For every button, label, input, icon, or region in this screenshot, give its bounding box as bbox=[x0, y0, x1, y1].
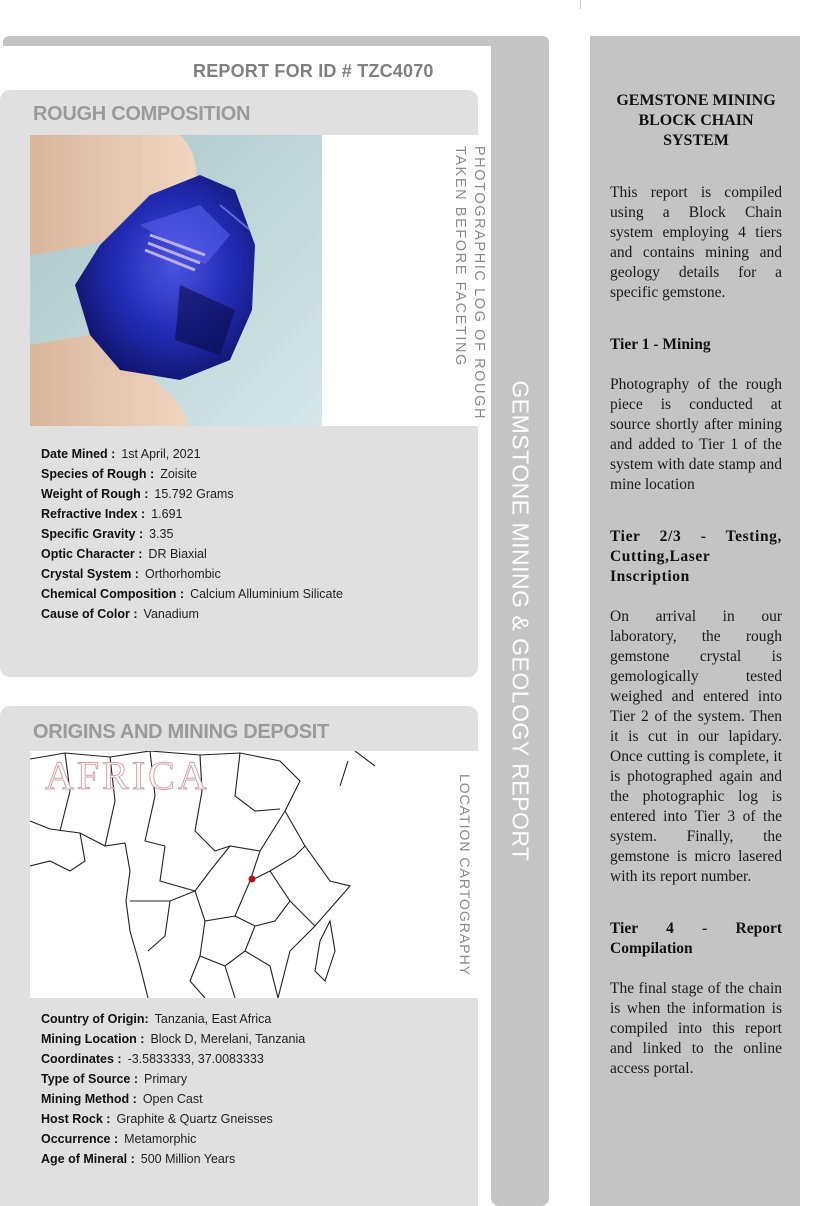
origins-title: ORIGINS AND MINING DEPOSIT bbox=[33, 721, 329, 743]
spec-value: Primary bbox=[144, 1072, 188, 1086]
sidebar-intro: This report is compiled using a Block Chain system employing 4 tiers and contains mining and geology details for a specific gemstone. bbox=[610, 184, 782, 301]
tier1-text: Photography of the rough piece is conducted at source shortly after mining and added to Tier 1 of the system with date stamp and mine location bbox=[610, 376, 782, 493]
spec-row bbox=[41, 1049, 305, 1069]
tier4-text: The final stage of the chain is when the information is compiled into this report and linked to the online access portal. bbox=[610, 980, 782, 1077]
mine-location-marker bbox=[249, 876, 256, 883]
spec-value: Vanadium bbox=[143, 607, 199, 621]
spec-label: Refractive Index : bbox=[41, 507, 146, 521]
spec-row bbox=[41, 564, 343, 584]
spec-label: Host Rock : bbox=[41, 1112, 111, 1126]
spec-value: 500 Million Years bbox=[140, 1152, 236, 1166]
origins-card bbox=[0, 706, 478, 1206]
spec-value: Calcium Alluminium Silicate bbox=[190, 587, 343, 601]
gemstone-image-icon bbox=[30, 135, 322, 426]
photo-caption-line-2: TAKEN BEFORE FACETING bbox=[452, 145, 468, 367]
spec-value: 1.691 bbox=[151, 507, 183, 521]
tier23-heading: Tier 2/3 - Testing, Cutting,Laser Inscription bbox=[610, 528, 782, 585]
spec-label: Occurrence : bbox=[41, 1132, 119, 1146]
spec-label: Country of Origin: bbox=[41, 1012, 149, 1026]
spec-row bbox=[41, 1069, 305, 1089]
spec-row bbox=[41, 504, 343, 524]
spec-label: Chemical Composition : bbox=[41, 587, 185, 601]
map-region-label: AFRICA bbox=[45, 753, 210, 798]
vertical-banner bbox=[491, 36, 549, 1206]
map-panel bbox=[30, 751, 478, 998]
spec-value: Orthorhombic bbox=[144, 567, 221, 581]
tier1-heading: Tier 1 - Mining bbox=[610, 336, 711, 353]
spec-label: Mining Location : bbox=[41, 1032, 145, 1046]
map-icon bbox=[30, 751, 425, 998]
spec-label: Date Mined : bbox=[41, 447, 116, 461]
spec-value: DR Biaxial bbox=[148, 547, 207, 561]
rough-gemstone-photo bbox=[30, 135, 322, 426]
spec-row bbox=[41, 524, 343, 544]
spec-row bbox=[41, 604, 343, 624]
rough-specs-list bbox=[41, 444, 343, 624]
spec-value: -3.5833333, 37.0083333 bbox=[127, 1052, 264, 1066]
spec-row bbox=[41, 464, 343, 484]
spec-value: Metamorphic bbox=[124, 1132, 197, 1146]
map-caption-text: LOCATION CARTOGRAPHY bbox=[457, 773, 473, 976]
spec-row bbox=[41, 444, 343, 464]
top-divider-tick bbox=[580, 0, 581, 9]
spec-label: Weight of Rough : bbox=[41, 487, 149, 501]
map-caption bbox=[435, 751, 495, 998]
sidebar-title: GEMSTONE MINING BLOCK CHAIN SYSTEM bbox=[616, 92, 776, 149]
spec-value: Zoisite bbox=[160, 467, 198, 481]
spec-label: Cause of Color : bbox=[41, 607, 138, 621]
spec-row bbox=[41, 1109, 305, 1129]
spec-row bbox=[41, 1149, 305, 1169]
vertical-banner-text: GEMSTONE MINING & GEOLOGY REPORT bbox=[507, 380, 534, 862]
photo-caption-line-1: PHOTOGRAPHIC LOG OF ROUGH bbox=[471, 145, 487, 421]
sidebar-content bbox=[610, 91, 782, 1111]
photo-caption bbox=[439, 145, 499, 421]
spec-row bbox=[41, 1089, 305, 1109]
blockchain-info-sidebar bbox=[590, 36, 800, 1206]
africa-map bbox=[30, 751, 425, 998]
spec-value: Block D, Merelani, Tanzania bbox=[150, 1032, 306, 1046]
spec-label: Specific Gravity : bbox=[41, 527, 144, 541]
spec-row bbox=[41, 484, 343, 504]
origin-specs-list bbox=[41, 1009, 305, 1169]
spec-label: Species of Rough : bbox=[41, 467, 155, 481]
spec-value: 15.792 Grams bbox=[154, 487, 234, 501]
spec-label: Optic Character : bbox=[41, 547, 143, 561]
rough-composition-title: ROUGH COMPOSITION bbox=[33, 103, 251, 125]
rough-composition-card bbox=[0, 90, 487, 677]
spec-row bbox=[41, 584, 343, 604]
report-id-heading: REPORT FOR ID # TZC4070 bbox=[193, 61, 434, 81]
spec-row bbox=[41, 1129, 305, 1149]
rough-photo-panel bbox=[30, 135, 487, 426]
spec-value: Tanzania, East Africa bbox=[154, 1012, 272, 1026]
top-frame-strip bbox=[3, 36, 549, 46]
spec-value: 3.35 bbox=[149, 527, 174, 541]
tier23-text: On arrival in our laboratory, the rough gemstone crystal is gemologically tested weighed and entered into Tier 2 of the system. Then it is cut in our lapidary. Once cutting is complete, it is photographed again and the photographic log is entered into Tier 3 of the system. Finally, the gemstone is micro lasered with its report number. bbox=[610, 608, 782, 885]
spec-label: Coordinates : bbox=[41, 1052, 122, 1066]
spec-value: 1st April, 2021 bbox=[121, 447, 201, 461]
tier4-heading: Tier 4 - Report Compilation bbox=[610, 920, 782, 957]
spec-label: Mining Method : bbox=[41, 1092, 137, 1106]
spec-label: Type of Source : bbox=[41, 1072, 139, 1086]
spec-label: Age of Mineral : bbox=[41, 1152, 135, 1166]
spec-row bbox=[41, 1009, 305, 1029]
spec-value: Graphite & Quartz Gneisses bbox=[116, 1112, 273, 1126]
spec-label: Crystal System : bbox=[41, 567, 139, 581]
spec-value: Open Cast bbox=[142, 1092, 203, 1106]
spec-row bbox=[41, 1029, 305, 1049]
spec-row bbox=[41, 544, 343, 564]
